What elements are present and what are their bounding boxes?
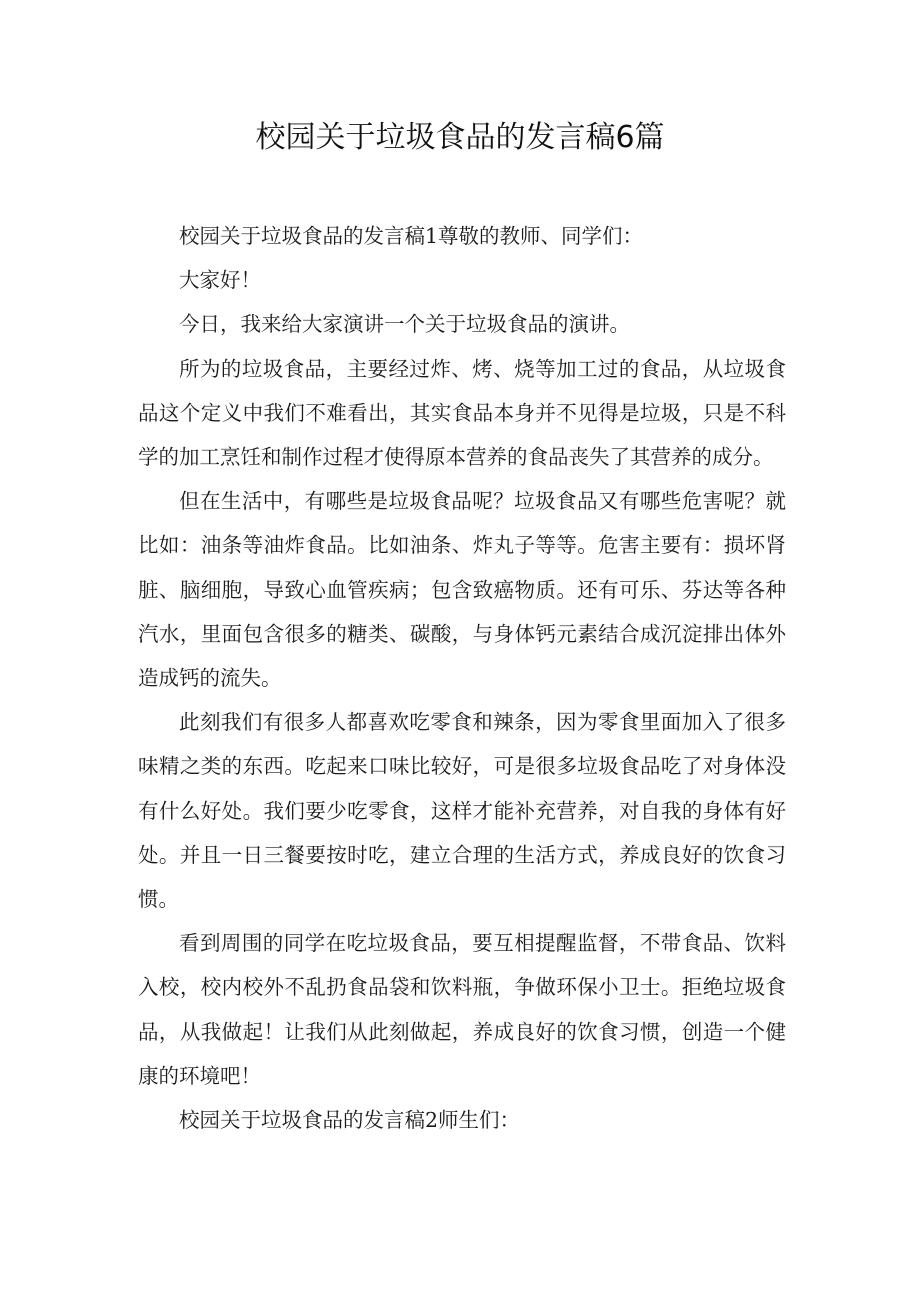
paragraph-definition: 所为的垃圾食品，主要经过炸、烤、烧等加工过的食品，从垃圾食品这个定义中我们不难看出，其实食品本身并不见得是垃圾，只是不科学的加工烹饪和制作过程才使得原本营养的食品丧失了其营养的成分。	[138, 356, 786, 470]
document-title: 校园关于垃圾食品的发言稿6篇	[255, 120, 665, 155]
document-body	[138, 214, 786, 1142]
paragraph-call-to-action: 看到周围的同学在吃垃圾食品，要互相提醒监督，不带食品、饮料入校，校内校外不乱扔食品袋和饮料瓶，争做环保小卫士。拒绝垃圾食品，从我做起！让我们从此刻做起，养成良好的饮食习惯，创造一个健康的环境吧！	[138, 931, 786, 1088]
paragraph-speech1-heading: 校园关于垃圾食品的发言稿1尊敬的教师、同学们：	[179, 224, 644, 248]
paragraph-intro: 今日，我来给大家演讲一个关于垃圾食品的演讲。	[179, 312, 630, 337]
paragraph-harms: 但在生活中，有哪些是垃圾食品呢？垃圾食品又有哪些危害呢？就比如：油条等油炸食品。比如油条、炸丸子等等。危害主要有：损坏肾脏、脑细胞，导致心血管疾病；包含致癌物质。还有可乐、芬达等各种汽水，里面包含很多的糖类、碳酸，与身体钙元素结合成沉淀排出体外造成钙的流失。	[138, 489, 786, 691]
paragraph-greeting: 大家好！	[179, 268, 261, 293]
paragraph-snacks: 此刻我们有很多人都喜欢吃零食和辣条，因为零食里面加入了很多味精之类的东西。吃起来口味比较好，可是很多垃圾食品吃了对身体没有什么好处。我们要少吃零食，这样才能补充营养，对自我的身体有好处。并且一日三餐要按时吃，建立合理的生活方式，养成良好的饮食习惯。	[138, 710, 786, 912]
paragraph-speech2-heading: 校园关于垃圾食品的发言稿2师生们：	[179, 1108, 521, 1133]
